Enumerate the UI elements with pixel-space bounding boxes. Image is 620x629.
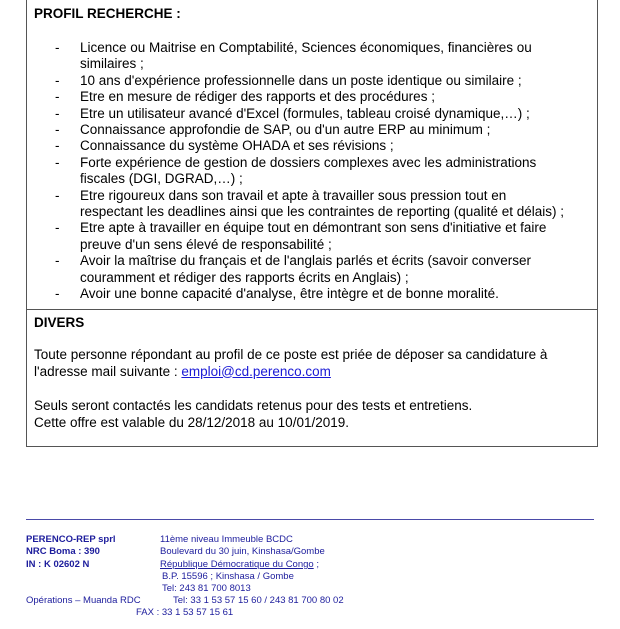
- application-text: Toute personne répondant au profil de ce poste est priée de déposer sa candidature à l'adresse mail suivante :: [34, 347, 548, 379]
- requirement-text: Licence ou Maitrise en Comptabilité, Sciences économiques, financières ou similaires ;: [80, 40, 532, 72]
- bullet-dash: -: [55, 72, 60, 88]
- bullet-dash: -: [55, 286, 60, 302]
- footer-fax: FAX : 33 1 53 57 15 61: [136, 607, 234, 618]
- footer-address-line1: 11ème niveau Immeuble BCDC: [160, 534, 293, 545]
- footer-tel: Tel: 33 1 53 57 15 60 / 243 81 700 80 02: [173, 595, 344, 606]
- requirement-text: Forte expérience de gestion de dossiers complexes avec les administrations fiscales (DGI, DGRAD,…) ;: [80, 154, 537, 187]
- requirement-text: Etre un utilisateur avancé d'Excel (formules, tableau croisé dynamique,…) ;: [80, 105, 530, 121]
- bullet-dash: -: [55, 105, 60, 121]
- requirement-text: 10 ans d'expérience professionnelle dans un poste identique ou similaire ;: [80, 72, 522, 88]
- bullet-dash: -: [55, 220, 60, 236]
- notice-paragraph: [34, 398, 594, 431]
- list-item: [27, 89, 570, 105]
- requirement-text: Avoir la maîtrise du français et de l'anglais parlés et écrits (savoir converser couramment et rédiger des rapports écrits en Anglais) ;: [80, 253, 532, 285]
- list-item: [27, 286, 570, 302]
- validity-notice: Cette offre est valable du 28/12/2018 au 10/01/2019.: [34, 414, 349, 430]
- footer-country-suffix: ;: [313, 559, 319, 570]
- footer-address-line2: Boulevard du 30 juin, Kinshasa/Gombe: [160, 546, 325, 557]
- divers-heading: DIVERS: [34, 315, 85, 330]
- bullet-dash: -: [55, 253, 60, 269]
- divers-section: [26, 309, 598, 447]
- requirement-text: Connaissance du système OHADA et ses révisions ;: [80, 138, 394, 154]
- list-item: [27, 73, 570, 89]
- contact-notice: Seuls seront contactés les candidats retenus pour des tests et entretiens.: [34, 398, 473, 413]
- requirement-text: Avoir une bonne capacité d'analyse, être intègre et de bonne moralité.: [80, 286, 499, 302]
- footer-company: PERENCO-REP sprl: [26, 534, 116, 545]
- footer-tel-local: Tel: 243 81 700 8013: [162, 583, 251, 594]
- profil-heading: PROFIL RECHERCHE :: [34, 6, 181, 21]
- list-item: [27, 138, 570, 154]
- requirement-text: Etre en mesure de rédiger des rapports et des procédures ;: [80, 89, 435, 105]
- list-item: [27, 188, 570, 221]
- bullet-dash: -: [55, 187, 60, 203]
- requirement-text: Etre apte à travailler en équipe tout en démontrant son sens d'initiative et faire preuve d'un sens élevé de responsabilité ;: [80, 220, 547, 252]
- bullet-dash: -: [55, 138, 60, 154]
- bullet-dash: -: [55, 89, 60, 105]
- email-link[interactable]: emploi@cd.perenco.com: [181, 363, 331, 379]
- requirement-text: Etre rigoureux dans son travail et apte à travailler sous pression tout en respectant les deadlines ainsi que les contraintes de reporting (qualité et délais) ;: [80, 187, 565, 220]
- footer-nrc: NRC Boma : 390: [26, 546, 100, 557]
- bullet-dash: -: [55, 122, 60, 138]
- list-item: [27, 122, 570, 138]
- list-item: [27, 40, 570, 73]
- footer-country: République Démocratique du Congo: [160, 559, 314, 570]
- list-item: [27, 106, 570, 122]
- footer-in: IN : K 02602 N: [26, 559, 90, 570]
- list-item: [27, 155, 570, 188]
- list-item: [27, 253, 570, 286]
- list-item: [27, 220, 570, 253]
- footer-bp: B.P. 15596 ; Kinshasa / Gombe: [162, 571, 294, 582]
- bullet-dash: -: [55, 154, 60, 170]
- footer-divider: [26, 519, 594, 520]
- footer-operations: Opérations – Muanda RDC: [26, 595, 141, 606]
- requirements-list: [27, 40, 570, 303]
- application-paragraph: [34, 347, 594, 380]
- profil-section: [26, 0, 598, 310]
- requirement-text: Connaissance approfondie de SAP, ou d'un autre ERP au minimum ;: [80, 122, 491, 138]
- bullet-dash: -: [55, 40, 60, 55]
- footer-address-line3: [160, 559, 319, 571]
